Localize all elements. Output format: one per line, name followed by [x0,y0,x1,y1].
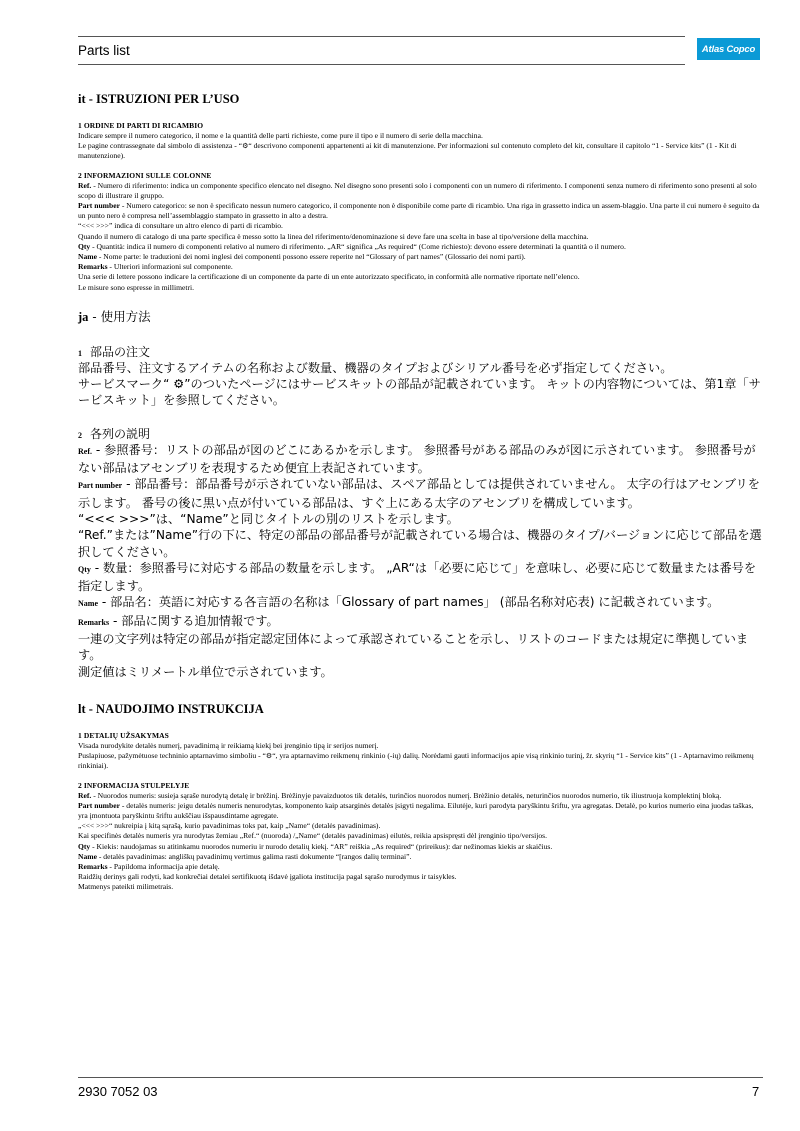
service-kit-icon: ⚙ [173,377,185,392]
paragraph: Puslapiuose, pažymėtuose techninio aptarnavimo simboliu - “⚙“, yra aptarnavimo reikmenų rinkinio (-ių) dalių. Norėdami gauti informacijos apie visą rinkinio turinį, žr. skyrių “1 - Service kits” (1 - Aptarnavimo reikmenų rinkiniai). [78,751,754,771]
paragraph: Ref. - 参照番号：リストの部品が図のどこにあるかを示します。 参照番号がある部品のみが図に示されています。 参照番号がない部品はアセンブリを表現するため便宜上表記されています。 [78,442,756,476]
paragraph: “<<< >>>” indica di consultare un altro elenco di parti di ricambio. [78,221,283,231]
subsection-title-it-2: 2 INFORMAZIONI SULLE COLONNE [78,170,212,180]
paragraph: Visada nurodykite detalės numerį, pavadinimą ir reikiamą kiekį bei įrenginio tipą ir serijos numerį. [78,740,379,750]
paragraph: Remarks - Ulteriori informazioni sul componente. [78,262,233,272]
paragraph: Part number - 部品番号：部品番号が示されていない部品は、スペア部品としては提供されていません。 太字の行はアセンブリを示します。 番号の後に黒い点が付いている部品は、すぐ上にある太字のアセンブリを構成しています。 [78,477,760,510]
subsection-title-ja-1: 1 部品の注文 [78,344,151,359]
paragraph: 測定値はミリメートル単位で示されています。 [78,664,333,679]
atlas-copco-logo: Atlas Copco [697,38,760,60]
paragraph: Una serie di lettere possono indicare la certificazione di un componente da parte di un ente autorizzato specificato, in conformità alle normative riportate nell’elenco. [78,272,580,282]
subsection-title-lt-2: 2 INFORMACIJA STULPELYJE [78,780,190,790]
footer-rule [78,1077,763,1078]
paragraph: Remarks - Papildoma informacija apie detalę. [78,861,220,871]
section-ja [78,307,764,680]
paragraph: Matmenys pateikti milimetrais. [78,882,174,892]
section-title-lt: lt - NAUDOJIMO INSTRUKCIJA [78,701,264,716]
header-bottom-rule [78,64,685,65]
paragraph: 一連の文字列は特定の部品が指定認定団体によって承認されていることを示し、リストのコードまたは規定に準拠しています。 [78,632,749,663]
paragraph: Qty - 数量：参照番号に対応する部品の数量を示します。 „AR“は「必要に応じて」を意味し、必要に応じて数量または番号を指定します。 [78,560,757,594]
paragraph: Le pagine contrassegnate dal simbolo di assistenza - “⚙“ descrivono componenti appartenenti ai kit di manutenzione. Per informazioni sul contenuto completo del kit, consultare il capitolo “1 - Service kits” (1 - Kit di manutenzione). [78,141,737,161]
paragraph: Remarks - 部品に関する追加情報です。 [78,613,279,628]
paragraph: Quando il numero di catalogo di una parte specifica è messo sotto la linea del riferimento/denominazione si deve fare una scelta in base al tipo/versione della macchina. [78,231,589,241]
section-title-ja: ja - 使用方法 [78,308,151,324]
service-kit-icon: ⚙ [265,752,273,761]
section-it [78,92,764,293]
section-lt [78,702,764,893]
paragraph: “Ref.”または”Name”行の下に、特定の部品の部品番号が記載されている場合は、機器のタイプ/バージョンに応じて部品を選択してください。 [78,528,762,559]
paragraph: Name - 部品名：英語に対応する各言語の名称は「Glossary of part names」 (部品名称対応表) に記載されています。 [78,595,720,610]
service-kit-icon: ⚙ [242,142,249,151]
paragraph: Ref. - Numero di riferimento: indica un componente specifico elencato nel disegno. Nel disegno sono presenti solo i componenti con un numero di riferimento. I componenti senza numero di riferimento sono presenti al solo scopo di illustrare il gruppo. [78,180,757,200]
paragraph: “<<< >>>”は、“Name”と同じタイトルの別のリストを示します。 [78,511,459,526]
section-title-it: it - ISTRUZIONI PER L’USO [78,92,240,106]
paragraph: Part number - Numero categorico: se non è specificato nessun numero categorico, il componente non è disponibile come parte di ricambio. Una riga in grassetto indica un assem-blaggio. Una parte il cui numero è seguito da un punto nero è compresa nell’assemblaggio stampato in grassetto in alto a destra. [78,201,760,221]
paragraph: „<<< >>>“ nukreipia į kitą sąrašą, kurio pavadinimas toks pat, kaip „Name“ (detalės pavadinimas). [78,821,381,831]
paragraph: 部品番号、注文するアイテムの名称および数量、機器のタイプおよびシリアル番号を必ず指定してください。 [78,360,673,375]
header-top-rule [78,36,685,37]
page-number: 7 [752,1084,760,1099]
paragraph: Raidžių derinys gali rodyti, kad konkrečiai detalei sertifikuotą išdavė įgaliota institucija pagal sąrašo nurodymus ir taisykles. [78,872,457,882]
paragraph: Part number - detalės numeris: jeigu detalės numeris nenurodytas, komponento kaip atsarginės detalės įsigyti negalima. Eilutėje, kuri parodyta paryškintu šriftu, yra agregatas. Detalė, po kurios numerio eina juodas taškas, yra įmontuota paryškintu šriftu aukščiau išspausdintame agregate. [78,800,754,820]
paragraph: Name - detalės pavadinimas: angliškų pavadinimų vertimus galima rasti dokumente “[rangos dalių terminai”. [78,851,412,861]
paragraph: Ref. - Nuorodos numeris: susieja sąraše nurodytą detalę ir brėžinį. Brėžinyje pavaizduotos tik detalės, turinčios nuorodos numerį. Brėžinio detalės, neturinčios nuorodos numerio, tik iliustruoja komplektinį bloką. [78,790,722,800]
paragraph: Le misure sono espresse in millimetri. [78,282,194,292]
subsection-title-ja-2: 2 各列の説明 [78,426,151,441]
paragraph: Qty - Quantità: indica il numero di componenti relativo al numero di riferimento. „AR“ significa „As required“ (Come richiesto): devono essere determinati la quantità o il numero. [78,241,626,251]
paragraph: Kai specifinės detalės numeris yra nurodytas žemiau „Ref.“ (nuoroda) /„Name“ (detalės pavadinimas) eilutės, reikia apsispręsti dėl įrenginio tipo/versijos. [78,831,547,841]
document-number: 2930 7052 03 [78,1084,158,1099]
paragraph: Name - Nome parte: le traduzioni dei nomi inglesi dei componenti possono essere reperite nel “Glossary of part names” (Glossario dei nomi parti). [78,252,526,262]
paragraph: サービスマーク“ ⚙”のついたページにはサービスキットの部品が記載されています。 キットの内容物については、第1章「サービスキット」を参照してください。 [78,377,761,408]
paragraph: Qty - Kiekis: naudojamas su atitinkamu nuorodos numeriu ir nurodo detalių kiekį. “AR” reiškia „As required“ (prireikus): dar nežinomas kiekis ar skaičius. [78,841,553,851]
paragraph: Indicare sempre il numero categorico, il nome e la quantità delle parti richieste, come pure il tipo e il numero di serie della macchina. [78,131,483,140]
subsection-title-lt-1: 1 DETALIŲ UŽSAKYMAS [78,730,169,740]
subsection-title-it-1: 1 ORDINE DI PARTI DI RICAMBIO [78,121,204,130]
page-content [78,92,764,893]
page-header-title: Parts list [78,43,130,58]
